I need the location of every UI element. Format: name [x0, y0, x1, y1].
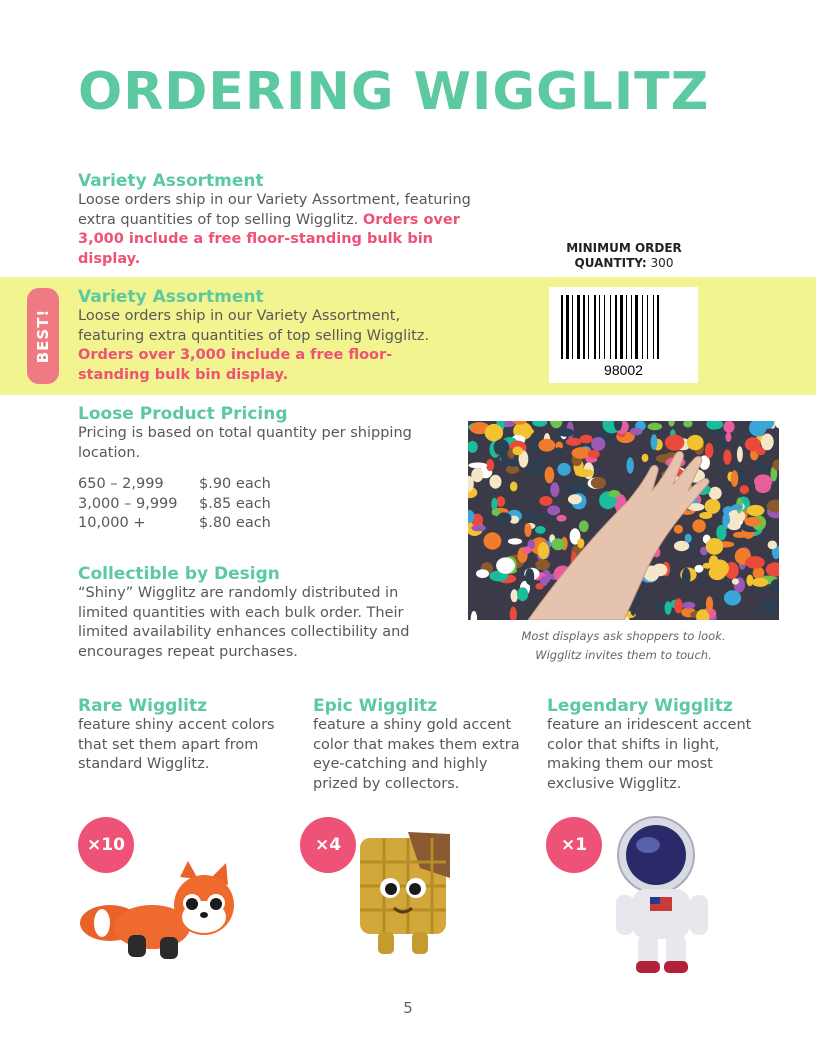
legendary-count-badge: ×1 [546, 817, 602, 873]
epic-tier [313, 696, 528, 794]
pricing-heading: Loose Product Pricing [78, 404, 288, 424]
rare-count-badge: ×10 [78, 817, 134, 873]
pricing-row [78, 495, 438, 515]
pricing-row [78, 475, 438, 495]
section-body [78, 307, 458, 385]
product-photo [468, 421, 779, 620]
toy-pile-image [468, 421, 779, 620]
epic-count-badge: ×4 [300, 817, 356, 873]
tier-heading: Rare Wigglitz [78, 696, 207, 716]
variety-assortment-featured-section [78, 287, 458, 385]
page-number: 5 [403, 999, 413, 1017]
pricing-body: Pricing is based on total quantity per shipping location. [78, 425, 412, 461]
barcode-bars [561, 295, 686, 359]
tier-qty: 10,000 + [78, 515, 146, 531]
collectible-heading: Collectible by Design [78, 564, 280, 584]
highlight-text: Orders over 3,000 include a free floor-standing bulk bin display. [78, 347, 393, 383]
tier-body: feature an iridescent accent color that shifts in light, making them our most exclusive Wigglitz. [547, 717, 752, 792]
section-body [78, 191, 478, 269]
tier-price: $.85 each [199, 495, 271, 512]
caption-line: Wigglitz invites them to touch. [535, 648, 712, 662]
photo-caption [468, 627, 779, 665]
best-badge [27, 288, 59, 384]
tier-body: feature shiny accent colors that set them apart from standard Wigglitz. [78, 717, 275, 772]
waffle-toy-image [350, 828, 460, 966]
moq-value: 300 [650, 256, 674, 270]
variety-assortment-section [78, 171, 478, 269]
tier-qty: 650 – 2,999 [78, 476, 164, 492]
legendary-tier [547, 696, 762, 794]
section-heading: Variety Assortment [78, 287, 264, 307]
tier-price: $.80 each [199, 515, 271, 531]
tier-body: feature a shiny gold accent color that makes them extra eye-catching and highly prized by collectors. [313, 717, 520, 792]
best-badge-label: BEST! [34, 308, 52, 364]
pricing-row [78, 514, 438, 534]
rare-tier [78, 696, 293, 775]
pricing-section [78, 404, 438, 534]
section-heading: Variety Assortment [78, 171, 264, 191]
tier-heading: Epic Wigglitz [313, 696, 438, 716]
hand-shape [528, 451, 709, 620]
collectible-section [78, 564, 438, 662]
caption-line: Most displays ask shoppers to look. [521, 629, 726, 643]
tier-price: $.90 each [199, 476, 271, 492]
moq-label: MINIMUM ORDER QUANTITY: [566, 241, 682, 270]
collectible-body: “Shiny” Wigglitz are randomly distributed in limited quantities with each bulk order. Their limited availability enhances collectibility and encourages repeat purchases. [78, 585, 410, 660]
pricing-table [78, 475, 438, 534]
red-panda-toy-image [80, 855, 240, 965]
barcode-number: 98002 [604, 362, 643, 378]
tier-qty: 3,000 – 9,999 [78, 495, 178, 512]
astronaut-toy-image [612, 815, 727, 980]
minimum-order-quantity [550, 241, 698, 271]
page-title: ORDERING WIGGLITZ [78, 62, 710, 122]
barcode [549, 287, 698, 383]
highlight-text: Orders over 3,000 include a free floor-standing bulk bin display. [78, 211, 460, 267]
body-text: Loose orders ship in our Variety Assortment, featuring extra quantities of top selling Wigglitz. [78, 192, 471, 228]
body-text: Loose orders ship in our Variety Assortment, featuring extra quantities of top selling Wigglitz. [78, 308, 430, 344]
tier-heading: Legendary Wigglitz [547, 696, 733, 716]
